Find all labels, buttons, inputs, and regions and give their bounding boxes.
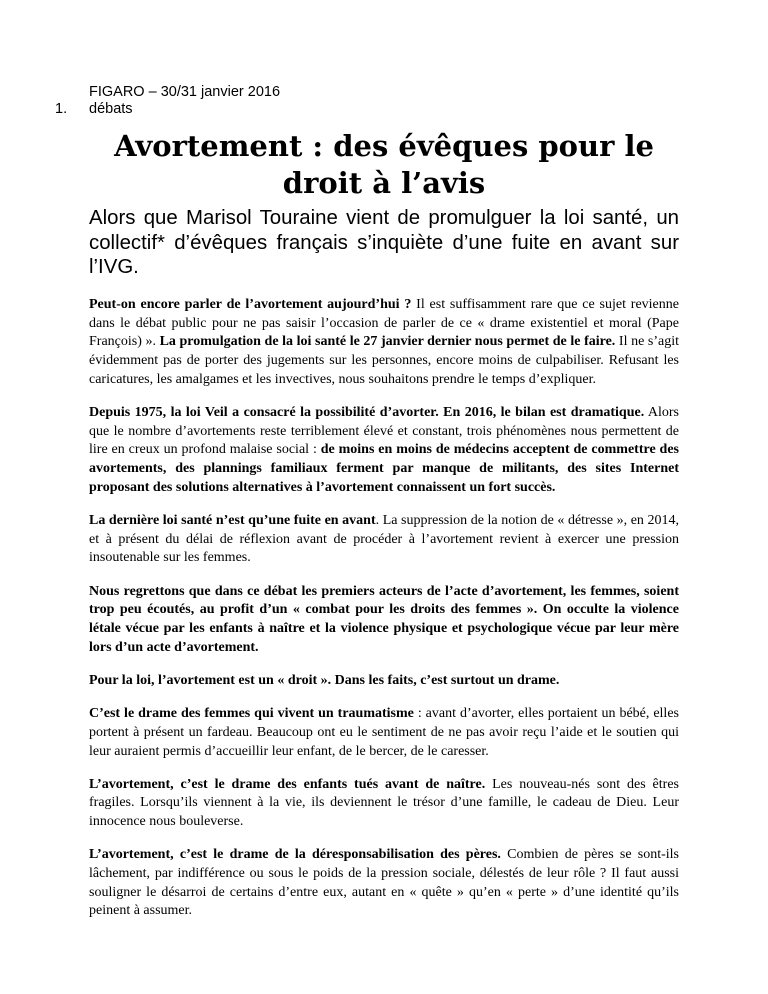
section-number: 1. bbox=[55, 101, 68, 117]
paragraph-3: La dernière loi santé n’est qu’une fuite en avant. La suppression de la notion de « détresse », en 2014, et à présent du délai de réflexion avant de procéder à l’avortement revient à exercer une pression insoutenable sur les femmes. bbox=[89, 513, 679, 566]
paragraph-5: Pour la loi, l’avortement est un « droit ». Dans les faits, c’est surtout un drame. bbox=[89, 672, 560, 688]
paragraph-8: L’avortement, c’est le drame de la déresponsabilisation des pères. Combien de pères se sont-ils lâchement, par indifférence ou sous le poids de la pression sociale, délestés de leur rôle ? Il faut aussi souligner le désarroi de certains d’entre eux, autant en « quête » qu’en « perte » d’une identité qu’ils peinent à assumer. bbox=[89, 847, 679, 919]
paragraph-6: C’est le drame des femmes qui vivent un traumatisme : avant d’avorter, elles portaient un bébé, elles portent à présent un fardeau. Beaucoup ont eu le sentiment de ne pas avoir reçu l’aide et le soutien qui leur auraient permis d’accueillir leur enfant, de le bercer, de le caresser. bbox=[89, 706, 679, 759]
source-line: FIGARO – 30/31 janvier 2016 bbox=[89, 84, 281, 100]
section-heading bbox=[55, 101, 133, 118]
article-lead: Alors que Marisol Touraine vient de promulguer la loi santé, un collectif* d’évêques français s’inquiète d’une fuite en avant sur l’IVG. bbox=[89, 207, 679, 278]
paragraph-4: Nous regrettons que dans ce débat les premiers acteurs de l’acte d’avortement, les femmes, soient trop peu écoutés, au profit d’un « combat pour les droits des femmes ». On occulte la violence létale vécue par les enfants à naître et la violence physique et psychologique vécue par leur mère lors d’un acte d’avortement. bbox=[89, 583, 679, 655]
paragraph-2: Depuis 1975, la loi Veil a consacré la possibilité d’avorter. En 2016, le bilan est dramatique. Alors que le nombre d’avortements reste terriblement élevé et constant, trois phénomènes nous permettent de lire en creux un profond malaise social : de moins en moins de médecins acceptent de commettre des avortements, des plannings familiaux ferment par manque de militants, des sites Internet proposant des solutions alternatives à l’avortement connaissent un fort succès. bbox=[89, 405, 679, 495]
article-body bbox=[89, 296, 679, 936]
paragraph-7: L’avortement, c’est le drame des enfants tués avant de naître. Les nouveau-nés sont des êtres fragiles. Lorsqu’ils viennent à la vie, ils deviennent le trésor d’une famille, le cadeau de Dieu. Leur innocence nous bouleverse. bbox=[89, 776, 679, 830]
article-title: Avortement : des évêques pour le droit à l’avis bbox=[114, 129, 654, 200]
section-label: débats bbox=[89, 101, 133, 117]
paragraph-1: Peut-on encore parler de l’avortement aujourd’hui ? Il est suffisamment rare que ce sujet revienne dans le débat public pour ne pas saisir l’occasion de parler de ce « drame existentiel et moral (Pape François) ». La promulgation de la loi santé le 27 janvier dernier nous permet de le faire. Il ne s’agit évidemment pas de porter des jugements sur les personnes, encore moins de culpabiliser. Refusant les caricatures, les amalgames et les invectives, nous souhaitons prendre le temps d’expliquer. bbox=[89, 297, 679, 387]
